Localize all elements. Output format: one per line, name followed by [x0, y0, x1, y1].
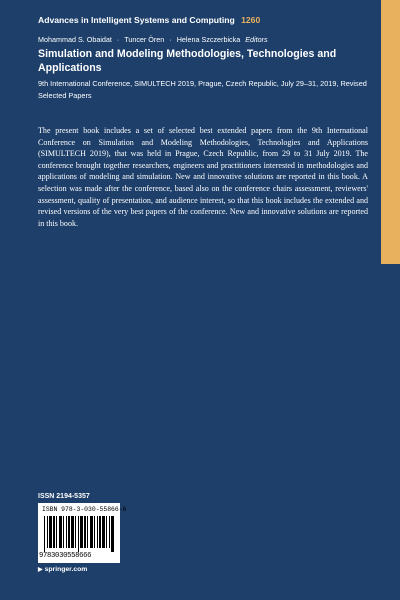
publisher-link[interactable] — [38, 566, 87, 573]
accent-bar — [381, 0, 400, 264]
book-description: The present book includes a set of selected best extended papers from the 9th International Conference on Simulation and Modeling Methodologies, Technologies and Applications (SIMULTECH 2019), that was held in Prague, Czech Republic, from 29 to 31 July 2019. The conference brought together researchers, engineers and practitioners interested in methodologies and applications of modeling and simulation. New and innovative solutions are reported in this book. A selection was made after the conference, based also on the conference chairs assessment, reviewers' assessment, quality of presentation, and audience interest, so that this book includes the extended and revised versions of the very best papers of the conference. New and innovative solutions are reported in this book. — [38, 126, 368, 228]
editor-name: Mohammad S. Obaidat — [38, 35, 112, 44]
book-title: Simulation and Modeling Methodologies, Technologies and Applications — [38, 48, 337, 74]
editors-line — [38, 35, 268, 44]
editor-separator: · — [169, 35, 172, 44]
barcode-digits: 9783030558666 — [39, 552, 92, 560]
book-subtitle: 9th International Conference, SIMULTECH 2019, Prague, Czech Republic, July 29–31, 2019, Revised Selected Papers — [38, 79, 367, 100]
volume-number: 1260 — [241, 15, 261, 25]
issn-label: ISSN 2194-5357 — [38, 493, 90, 500]
editor-name: Helena Szczerbicka — [176, 35, 241, 44]
triangle-right-icon: ▶ — [38, 567, 43, 573]
series-name: Advances in Intelligent Systems and Computing — [38, 15, 235, 25]
barcode-block — [38, 503, 127, 563]
publisher-url: springer.com — [44, 566, 88, 573]
editor-separator: · — [116, 35, 120, 44]
editor-name: Tuncer Ören — [124, 35, 165, 44]
series-heading — [38, 15, 260, 25]
isbn-label: ISBN 978-3-030-55866-6 — [42, 506, 127, 513]
barcode-icon — [44, 516, 114, 552]
editors-role: Editors — [245, 35, 268, 44]
